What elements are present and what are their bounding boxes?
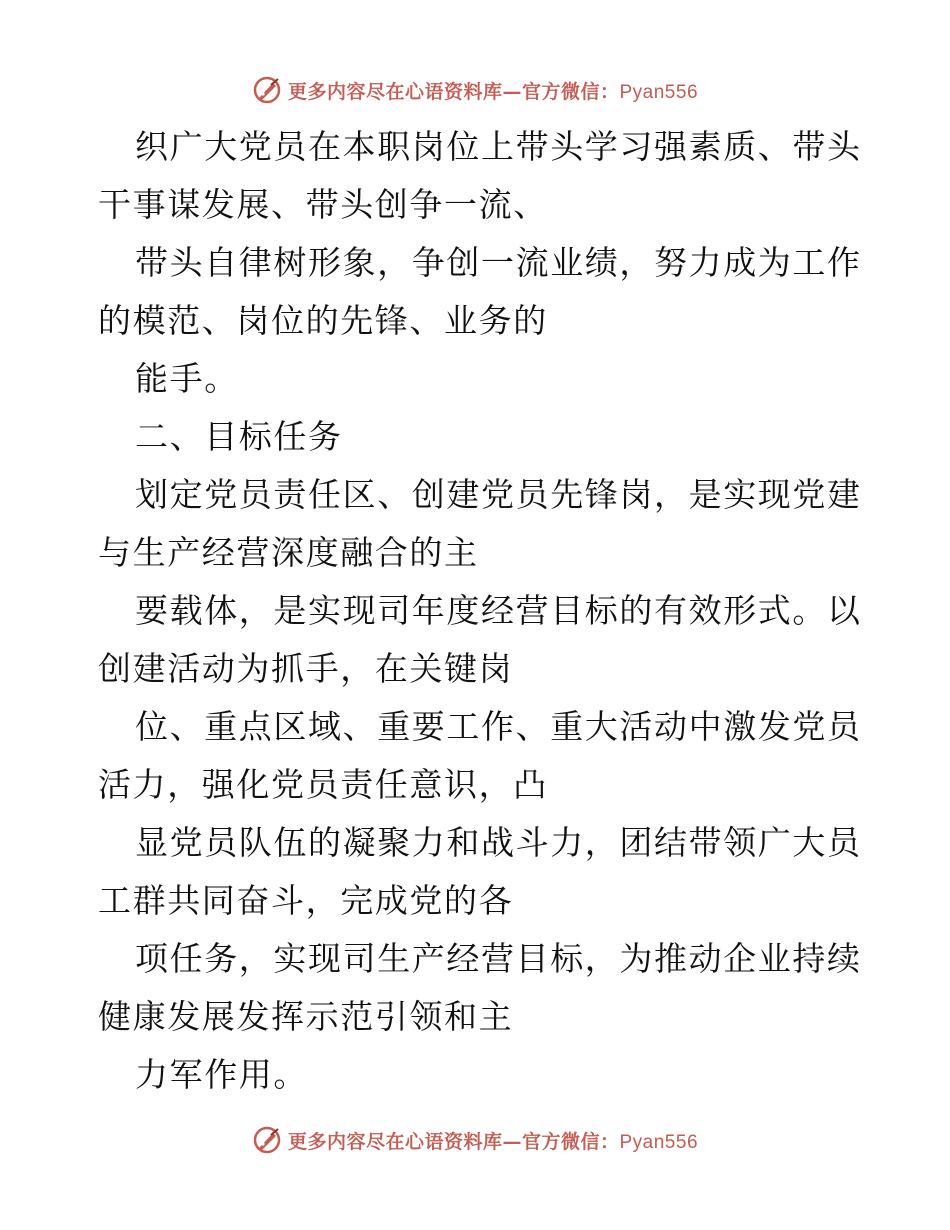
paragraph-line: 创建活动为抓手，在关键岗 (98, 649, 514, 688)
paragraph-line: 干事谋发展、带头创争一流、 (98, 185, 548, 224)
paragraph-line: 位、重点区域、重要工作、重大活动中激发党员 (135, 707, 862, 746)
paragraph-line: 织广大党员在本职岗位上带头学习强素质、带头 (135, 127, 862, 166)
footer-watermark (0, 1120, 950, 1160)
paragraph-line: 健康发展发挥示范引领和主 (98, 997, 514, 1036)
paragraph-line: 工群共同奋斗，完成党的各 (98, 881, 514, 920)
pen-feather-logo-icon (252, 75, 282, 105)
paragraph-line: 带头自律树形象，争创一流业绩，努力成为工作 (135, 243, 862, 282)
watermark-text: 更多内容尽在心语资料库—官方微信：Pyan556 (287, 1130, 699, 1153)
paragraph-line: 力军作用。 (135, 1055, 308, 1094)
paragraph-line: 显党员队伍的凝聚力和战斗力，团结带领广大员 (135, 823, 862, 862)
paragraph-line: 活力，强化党员责任意识，凸 (98, 765, 548, 804)
paragraph-line: 的模范、岗位的先锋、业务的 (98, 301, 548, 340)
document-body (98, 118, 862, 1104)
paragraph-line: 要载体，是实现司年度经营目标的有效形式。以 (135, 591, 862, 630)
paragraph-line: 划定党员责任区、创建党员先锋岗，是实现党建 (135, 475, 862, 514)
paragraph-line: 项任务，实现司生产经营目标，为推动企业持续 (135, 939, 862, 978)
section-heading: 二、目标任务 (135, 417, 343, 456)
paragraph-line: 能手。 (135, 359, 239, 398)
paragraph-line: 与生产经营深度融合的主 (98, 533, 479, 572)
watermark-text: 更多内容尽在心语资料库—官方微信：Pyan556 (287, 80, 699, 103)
pen-feather-logo-icon (252, 1125, 282, 1155)
header-watermark (0, 70, 950, 110)
